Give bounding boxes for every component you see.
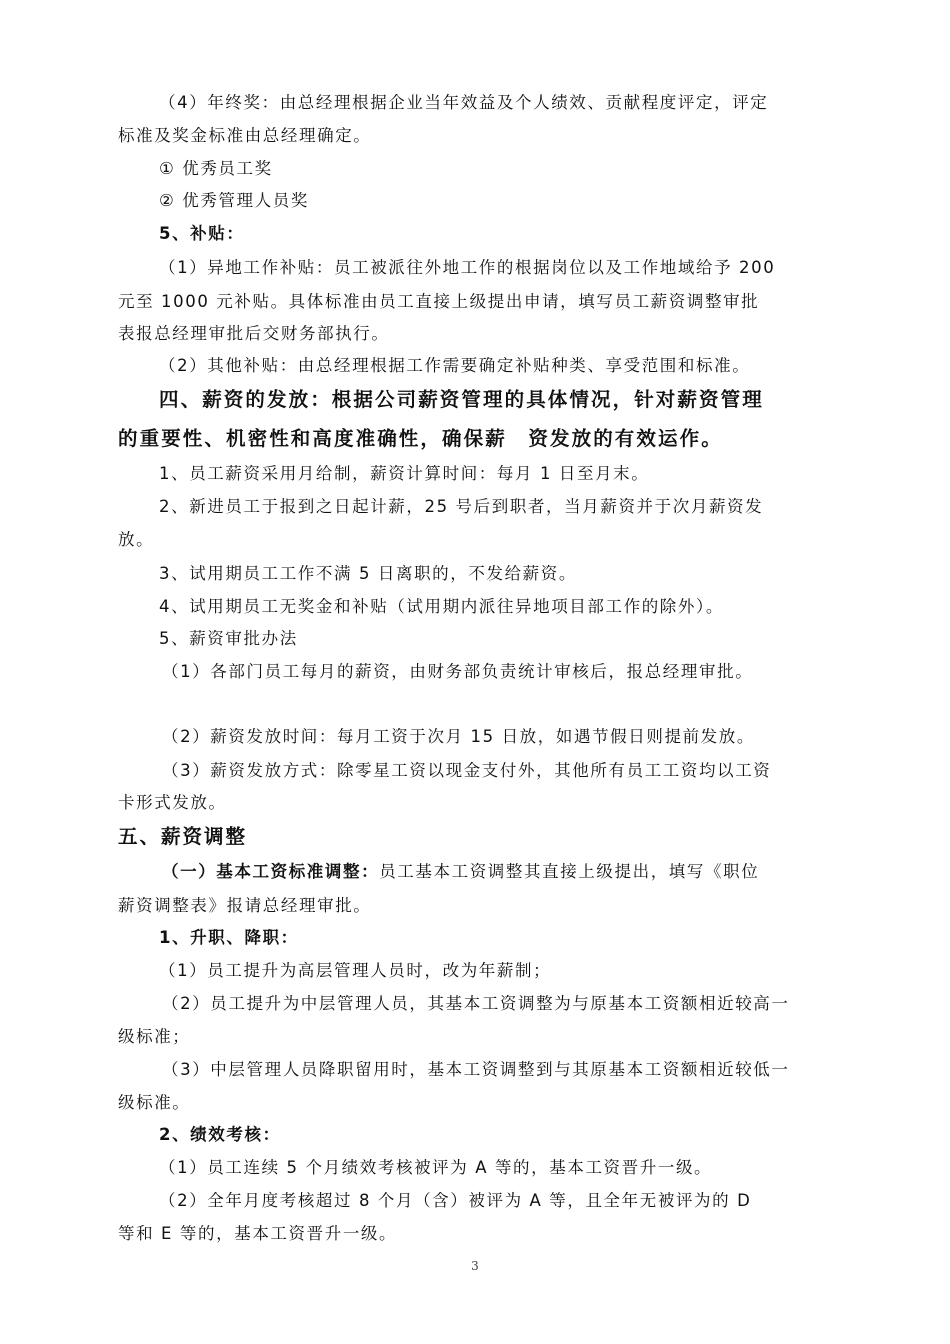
paragraph-line: 级标准。	[118, 1093, 191, 1112]
subsection-title: （一）基本工资标准调整：	[162, 862, 380, 881]
list-item: ② 优秀管理人员奖	[159, 191, 309, 210]
paragraph-line	[162, 860, 832, 884]
paragraph-line: （1）异地工作补贴：员工被派往外地工作的根据岗位以及工作地域给予 200	[159, 258, 776, 277]
paragraph-line: 元至 1000 元补贴。具体标准由员工直接上级提出申请，填写员工薪资调整审批	[118, 292, 760, 311]
paragraph-line: （1）员工提升为高层管理人员时，改为年薪制；	[159, 961, 552, 980]
paragraph-line: （2）薪资发放时间：每月工资于次月 15 日放，如遇节假日则提前发放。	[162, 727, 755, 746]
paragraph-line: 级标准；	[118, 1027, 191, 1046]
paragraph-line: （1）各部门员工每月的薪资，由财务部负责统计审核后，报总经理审批。	[162, 662, 754, 681]
paragraph-line: 5、薪资审批办法	[159, 629, 298, 648]
chapter-heading: 四、薪资的发放：根据公司薪资管理的具体情况，针对薪资管理	[159, 388, 764, 411]
section-heading: 5、补贴：	[159, 224, 245, 243]
paragraph-line: 2、新进员工于报到之日起计薪，25 号后到职者，当月薪资并于次月薪资发	[159, 497, 764, 516]
paragraph-line: 4、试用期员工无奖金和补贴（试用期内派往异地项目部工作的除外）。	[159, 597, 724, 616]
paragraph-line: 薪资调整表》报请总经理审批。	[118, 896, 372, 915]
chapter-heading: 的重要性、机密性和高度准确性，确保薪 资发放的有效运作。	[118, 427, 723, 450]
paragraph-line: （3）薪资发放方式：除零星工资以现金支付外，其他所有员工工资均以工资	[162, 761, 772, 780]
paragraph-line: （2）员工提升为中层管理人员，其基本工资调整为与原基本工资额相近较高一	[162, 994, 790, 1013]
paragraph-line: 放。	[118, 530, 155, 549]
list-item: ① 优秀员工奖	[159, 159, 273, 178]
paragraph-line: 标准及奖金标准由总经理确定。	[118, 126, 372, 145]
page-number: 3	[471, 1259, 479, 1273]
paragraph-line: 等和 E 等的，基本工资晋升一级。	[118, 1224, 398, 1243]
paragraph-line: 卡形式发放。	[118, 793, 227, 812]
paragraph-line: （3）中层管理人员降职留用时，基本工资调整到与其原基本工资额相近较低一	[162, 1060, 790, 1079]
paragraph-line: （4）年终奖：由总经理根据企业当年效益及个人绩效、贡献程度评定，评定	[159, 93, 769, 112]
subsection-text: 员工基本工资调整其直接上级提出，填写《职位	[379, 862, 760, 881]
paragraph-line: 3、试用期员工工作不满 5 日离职的，不发给薪资。	[159, 564, 577, 583]
section-heading: 1、升职、降职：	[159, 928, 299, 947]
section-heading: 2、绩效考核：	[159, 1125, 281, 1144]
paragraph-line: （1）员工连续 5 个月绩效考核被评为 A 等的，基本工资晋升一级。	[159, 1158, 713, 1177]
paragraph-line: （2）全年月度考核超过 8 个月（含）被评为 A 等，且全年无被评为的 D	[159, 1191, 752, 1210]
paragraph-line: （2）其他补贴：由总经理根据工作需要确定补贴种类、享受范围和标准。	[159, 356, 751, 375]
chapter-heading: 五、薪资调整	[118, 825, 248, 848]
paragraph-line: 表报总经理审批后交财务部执行。	[118, 324, 390, 343]
paragraph-line: 1、员工薪资采用月给制，薪资计算时间：每月 1 日至月末。	[159, 464, 650, 483]
